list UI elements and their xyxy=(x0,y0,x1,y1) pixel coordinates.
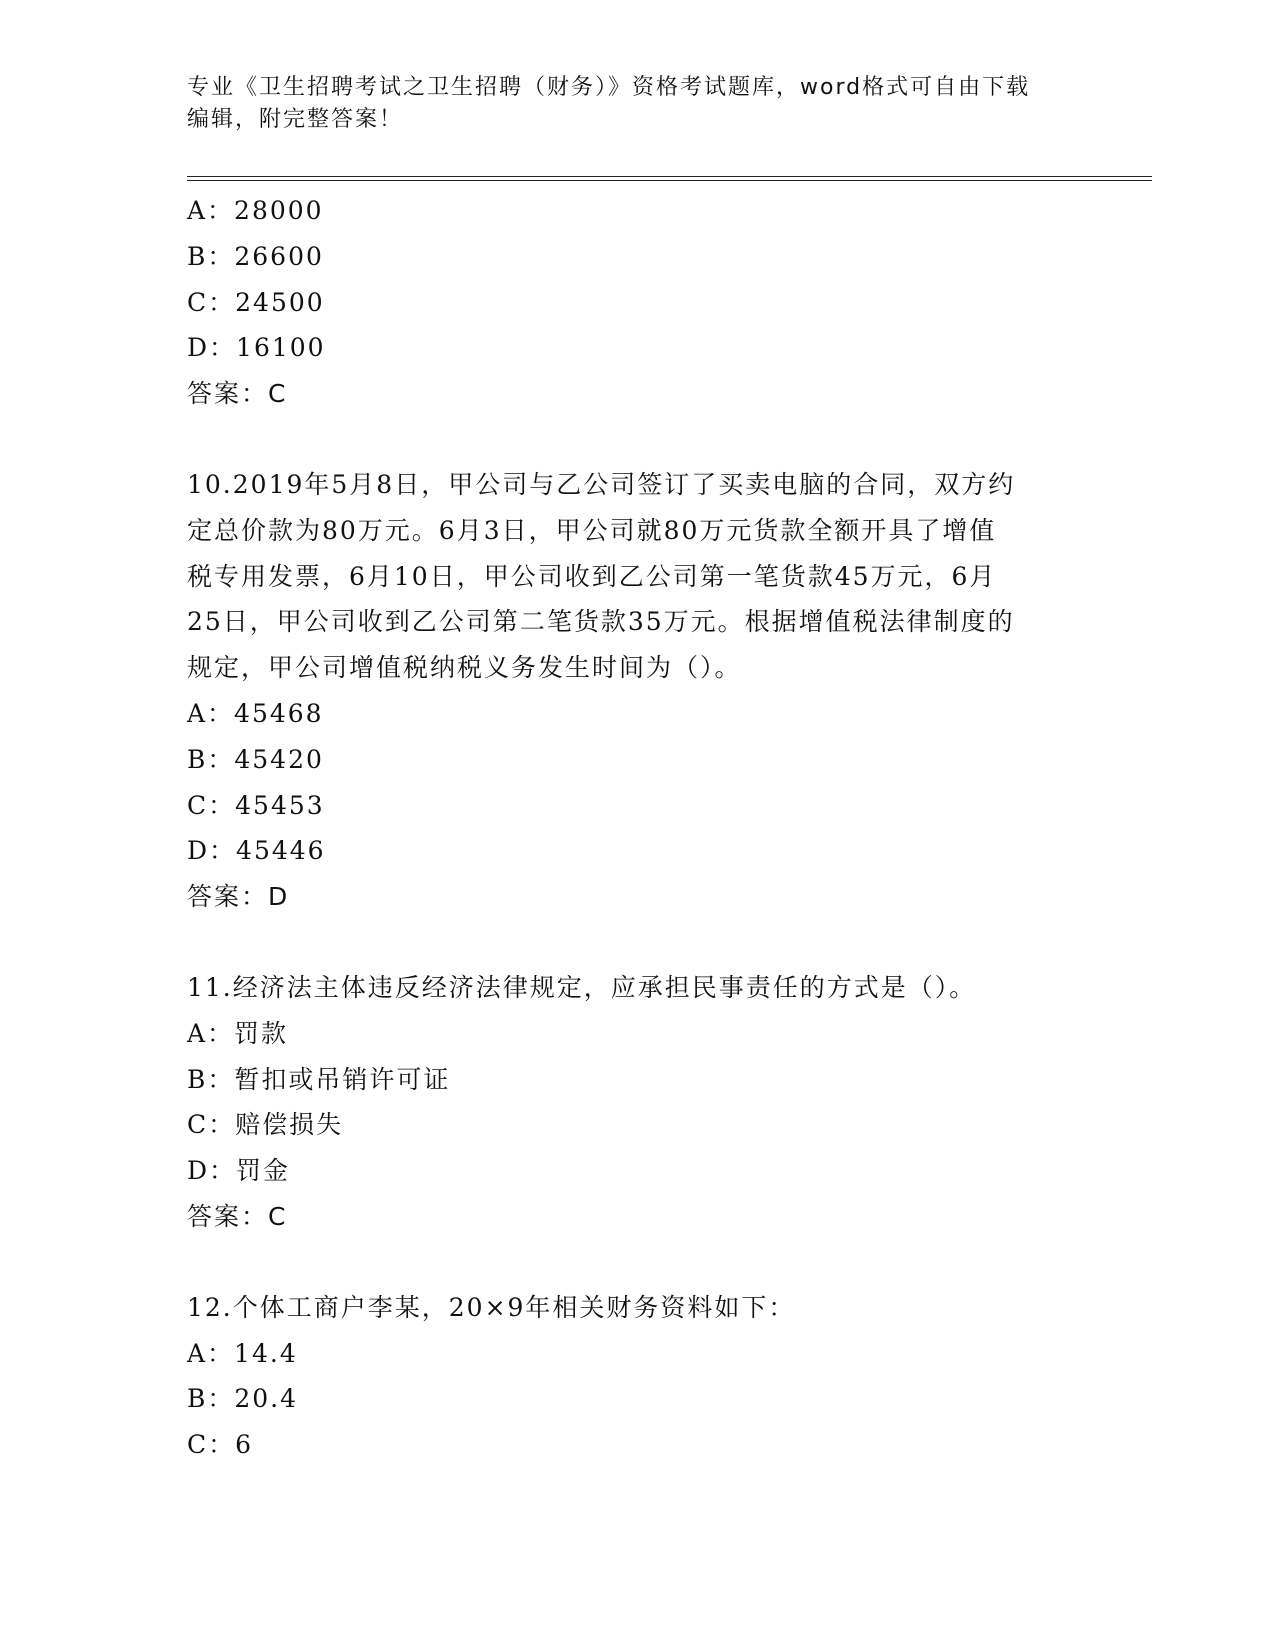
option-a: A：28000 xyxy=(187,196,324,225)
question-stem: 11.经济法主体违反经济法律规定，应承担民事责任的方式是（）。 xyxy=(187,972,977,1002)
option-d: D：罚金 xyxy=(187,1156,291,1186)
option-c: C：24500 xyxy=(187,287,325,317)
question-stem-line: 规定，甲公司增值税纳税义务发生时间为（）。 xyxy=(187,653,742,683)
question-stem: 12.个体工商户李某，20×9年相关财务资料如下： xyxy=(187,1292,796,1322)
question-9 xyxy=(187,188,1087,417)
question-content xyxy=(187,188,1087,1468)
answer-line: 答案：C xyxy=(187,1201,288,1231)
question-11 xyxy=(187,965,1087,1240)
question-stem-line: 10.2019年5月8日，甲公司与乙公司签订了买卖电脑的合同，双方约 xyxy=(187,469,1016,499)
spacer xyxy=(187,417,1087,462)
option-a: A：14.4 xyxy=(187,1338,298,1368)
question-stem-line: 25日，甲公司收到乙公司第二笔货款35万元。根据增值税法律制度的 xyxy=(187,607,1015,637)
header-divider-bottom xyxy=(187,180,1152,181)
option-a: A：45468 xyxy=(187,698,324,728)
question-12 xyxy=(187,1285,1087,1468)
spacer xyxy=(187,920,1087,965)
option-b: B：20.4 xyxy=(187,1384,299,1414)
option-d: D：45446 xyxy=(187,836,326,866)
header-divider-top xyxy=(187,176,1152,177)
document-header xyxy=(187,72,1067,136)
header-line-2: 编辑，附完整答案！ xyxy=(187,107,404,132)
option-c: C：赔偿损失 xyxy=(187,1110,344,1140)
option-a: A：罚款 xyxy=(187,1018,289,1048)
question-stem-line: 税专用发票，6月10日，甲公司收到乙公司第一笔货款45万元，6月 xyxy=(187,561,997,591)
spacer xyxy=(187,1240,1087,1285)
option-d: D：16100 xyxy=(187,333,326,363)
option-b: B：26600 xyxy=(187,241,324,271)
answer-line: 答案：D xyxy=(187,882,290,912)
option-b: B：45420 xyxy=(187,744,324,774)
option-b: B：暂扣或吊销许可证 xyxy=(187,1064,451,1094)
answer-line: 答案：C xyxy=(187,379,288,409)
header-line-1: 专业《卫生招聘考试之卫生招聘（财务）》资格考试题库，word格式可自由下载 xyxy=(187,75,1031,100)
question-stem-line: 定总价款为80万元。6月3日，甲公司就80万元货款全额开具了增值 xyxy=(187,515,997,545)
option-c: C：45453 xyxy=(187,790,325,820)
question-10 xyxy=(187,462,1087,920)
option-c: C：6 xyxy=(187,1430,254,1460)
